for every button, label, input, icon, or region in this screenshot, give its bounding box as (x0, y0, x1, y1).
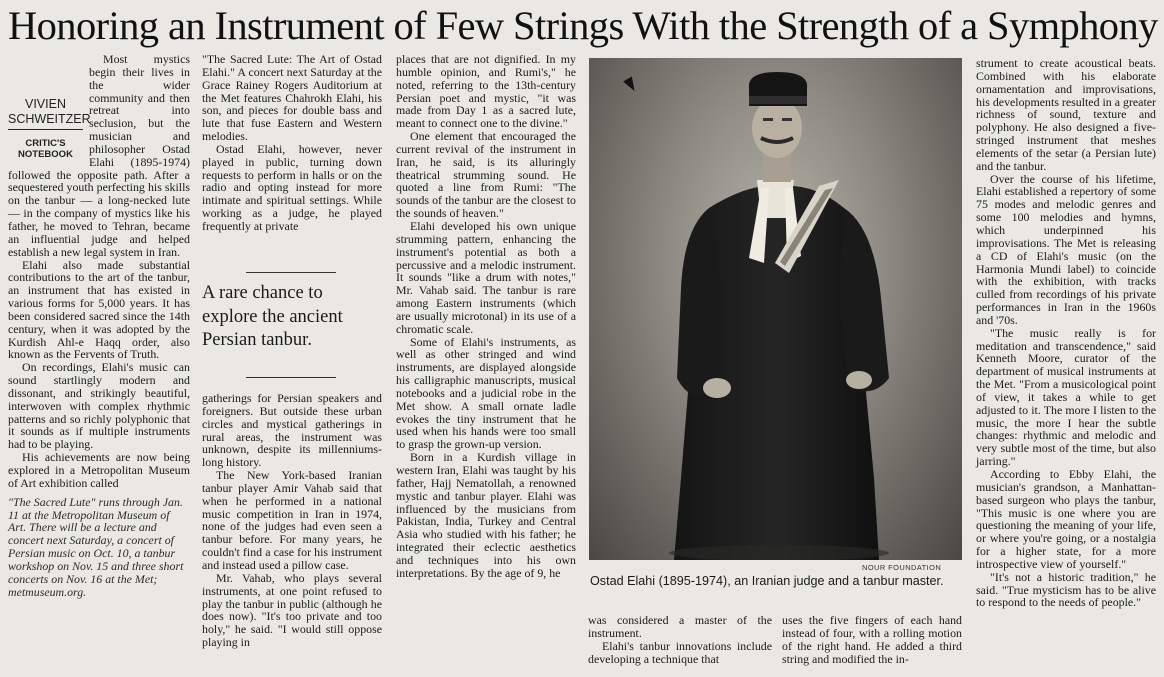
paragraph: "It's not a historic tradition," he said. "True mysticism has to be alive to respond to the needs of people." (976, 569, 1156, 610)
paragraph: places that are not dignified. In my humble opinion, and Rumi's," he noted, referring to the 13th-century Persian poet and mystic, "it was made from Day 1 as a sacred lute, meant to connect one to the divine." (396, 52, 576, 131)
paragraph: "The Sacred Lute: The Art of Ostad Elahi." A concert next Saturday at the Grace Rainey Rogers Auditorium at the Met features Chahrokh Elahi, his son, and pieces for double bass and lute that fuse Eastern and Western melodies. (202, 52, 382, 144)
paragraph: Born in a Kurdish village in western Iran, Elahi was taught by his father, Hajj Nematollah, a renowned mystic and tanbur player. Elahi was influenced by the musicians from Pakistan, India, Turkey and Central Asia who studied with his father; he integrated their eclectic aesthetics and techniques into his own interpretations. By the age of 9, he (396, 450, 576, 580)
photo-caption: Ostad Elahi (1895-1974), an Iranian judge and a tanbur master. (590, 574, 944, 588)
paragraph: One element that encouraged the current revival of the instrument in Iran, he said, is its alluringly theatrical strumming sound. He quoted a line from Rumi: "The sounds of the tanbur are the closest to the sounds of heaven." (396, 129, 576, 221)
paragraph: His achievements are now being explored in a Metropolitan Museum of Art exhibition called (8, 450, 190, 490)
portrait-illustration (589, 58, 962, 560)
paragraph: "The music really is for meditation and transcendence," said Kenneth Moore, curator of the department of musical instruments at the Met. "From a musicological point of view, it takes a while to get adjusted to it. The more I listen to the music, the more I hear the subtle changes: rhythmic and melodic and very subtle most of the time, but also jarring." (976, 325, 1156, 469)
byline (8, 97, 91, 160)
paragraph: The New York-based Iranian tanbur player Amir Vahab said that when he performed in a national music competition in Iran in 1974, none of the judges had even seen a tanbur before. For many years, he couldn't find a case for his instrument and instead used a pillow case. (202, 468, 382, 572)
column-2 (202, 53, 382, 233)
paragraph: uses the five fingers of each hand instead of four, with a rolling motion of the right hand. He added a third string and modified the in- (782, 613, 962, 666)
event-info-note: "The Sacred Lute" runs through Jan. 11 at the Metropolitan Museum of Art. There will be a lecture and concert next Saturday, a concert of Persian music on Oct. 10, a tanbur workshop on Nov. 15 and three short concerts on Nov. 16 at the Met; metmuseum.org. (8, 494, 184, 599)
paragraph: On recordings, Elahi's music can sound startlingly modern and dissonant, and strikingly beautiful, interwoven with complex rhythmic patterns and so richly polyphonic that it sounds as if multiple instruments had to be playing. (8, 360, 190, 452)
photo-credit: NOUR FOUNDATION (862, 563, 942, 572)
paragraph: Some of Elahi's instruments, as well as other stringed and wind instruments, are displayed alongside his calligraphic manuscripts, musical notebooks and a judicial robe in the Met show. A small ornate ladle evokes the tiny instrument that he used when his hands were too small to grasp the grown-up version. (396, 334, 576, 452)
paragraph: Elahi's tanbur innovations include developing a technique that (588, 638, 772, 666)
headline: Honoring an Instrument of Few Strings With the Strength of a Symphony (8, 3, 1158, 48)
paragraph: Elahi developed his own unique strumming pattern, enhancing the instrument's potential as both a percussive and a melodic instrument. It sounds "like a drum with notes," Mr. Vahab said. The tanbur is rare among Eastern instruments (which are usually microtonal) in its use of a chromatic scale. (396, 218, 576, 336)
column-6 (976, 57, 1156, 609)
paragraph: According to Ebby Elahi, the musician's grandson, a Manhattan-based surgeon who plays the tanbur, "This music is one where you are questioning the meaning of your life, or where you're going, or a nostalgia for a higher state, for a more introspective view of yourself." (976, 467, 1156, 571)
pullquote: A rare chance to explore the ancient Persian tanbur. (202, 283, 343, 350)
paragraph: Mr. Vahab, who plays several instruments, at one point refused to play the tanbur in public (although he does now). "It's too private and too holy," he said. "I would still oppose playing in (202, 570, 382, 650)
column-1 (8, 53, 190, 598)
column-2-continued (202, 392, 382, 649)
column-5 (782, 614, 962, 665)
paragraph: Elahi also made substantial contributions to the art of the tanbur, an instrument that has existed in various forms for 5,000 years. It has been considered sacred since the 14th century, when it was adopted by the Kurdish Ahl-e Haqq order, also known as the Fervents of Truth. (8, 257, 190, 362)
column-3 (396, 53, 576, 580)
paragraph: Ostad Elahi, however, never played in public, turning down requests to perform in halls or on the radio and opting instead for more intimate and spiritual settings. While working as a judge, he played frequently at private (202, 141, 382, 233)
paragraph: gatherings for Persian speakers and foreigners. But outside these urban circles and mystical gatherings in rural areas, the instrument was unknown, despite its millenniums-long history. (202, 391, 382, 470)
paragraph: Most mystics begin their lives in the wider community and then retreat into seclusion, but the musician and philosopher Ostad Elahi (1895-1974) followed the opposite path. After a sequestered youth perfecting his skills on the tanbur — a long-necked lute — in the company of mystics like his father, he moved to Tehran, became an influential judge and helped establish a new legal system in Iran. (8, 52, 190, 259)
paragraph: Over the course of his lifetime, Elahi established a repertory of some 75 modes and melodic genres and some 100 melodies and hymns, which underpinned his improvisations. The Met is releasing a CD of Elahi's music (on the Harmonia Mundi label) to coincide with the exhibition, with tracks culled from recordings of his private performances in Iran in the 1960s and '70s. (976, 171, 1156, 327)
pullquote-rule (246, 377, 336, 378)
column-4 (588, 614, 772, 665)
paragraph: was considered a master of the instrument. (588, 613, 772, 640)
portrait-photo (589, 58, 962, 560)
byline-name: VIVIEN SCHWEITZER (8, 97, 83, 130)
critics-notebook-rubric: CRITIC'S NOTEBOOK (18, 138, 73, 160)
paragraph: strument to create acoustical beats. Combined with his elaborate ornamentation and improvisations, his developments resulted in a greater richness of sound, texture and polyphony. He also designed a five-stringed instrument that meshes elements of the setar (a Persian lute) and the tanbur. (976, 56, 1156, 173)
